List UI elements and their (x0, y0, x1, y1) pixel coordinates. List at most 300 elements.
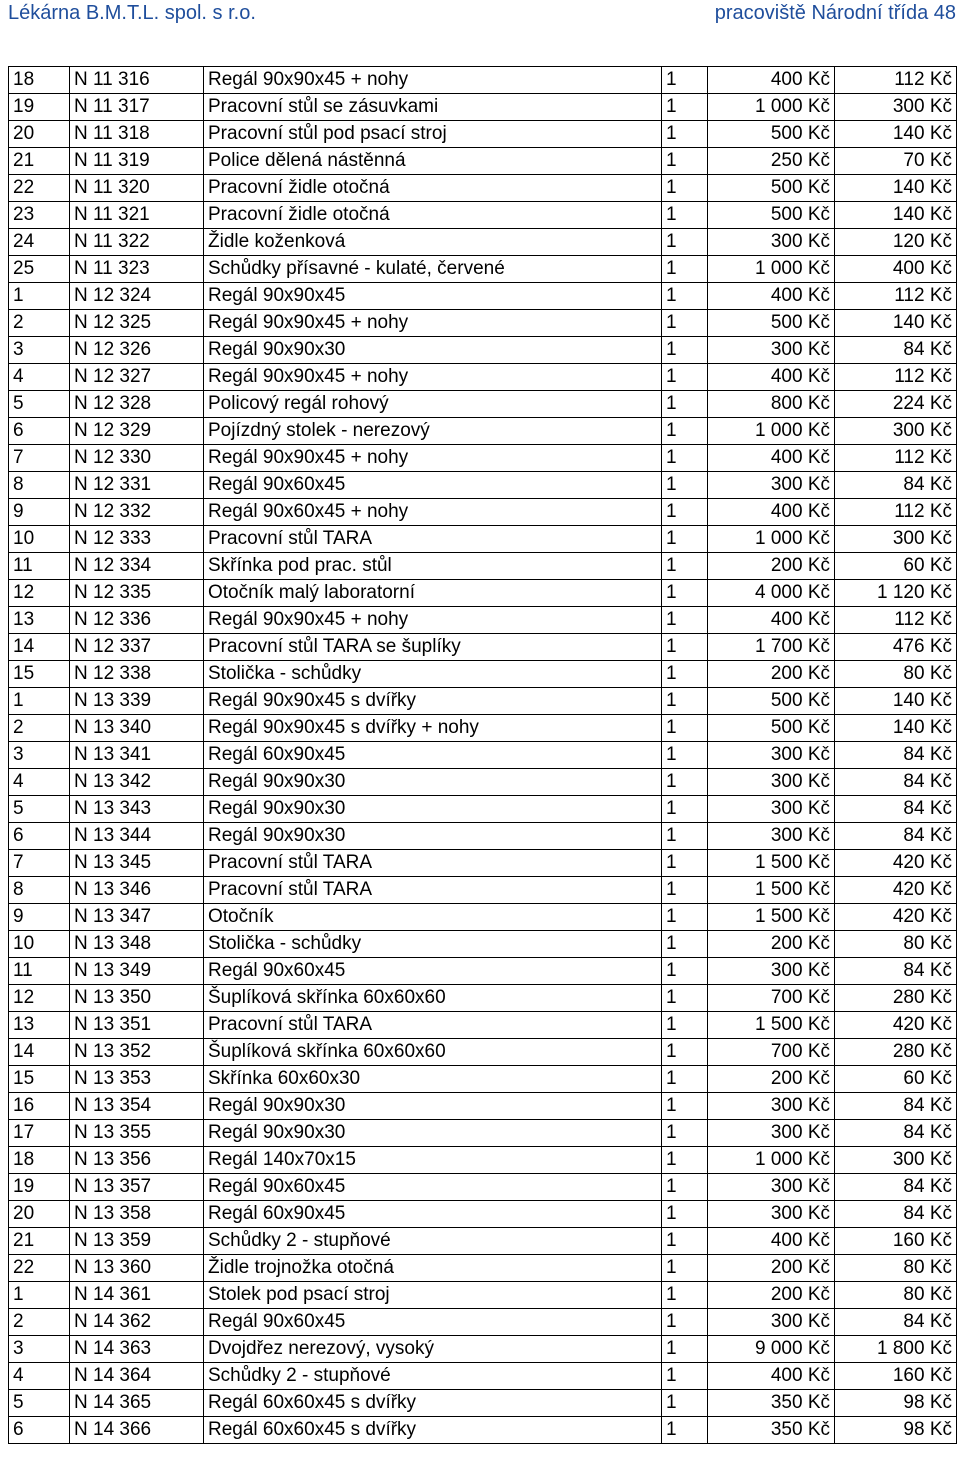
table-row (9, 526, 957, 553)
table-row (9, 202, 957, 229)
row-number: 13 (9, 607, 70, 634)
item-description: Otočník malý laboratorní (204, 580, 662, 607)
row-number: 24 (9, 229, 70, 256)
item-description: Regál 90x90x30 (204, 337, 662, 364)
unit-price: 300 Kč (708, 958, 835, 985)
inventory-code: N 13 346 (70, 877, 204, 904)
row-number: 3 (9, 742, 70, 769)
residual-value: 224 Kč (835, 391, 957, 418)
residual-value: 120 Kč (835, 229, 957, 256)
item-description: Regál 60x60x45 s dvířky (204, 1417, 662, 1444)
quantity: 1 (662, 364, 708, 391)
unit-price: 200 Kč (708, 1255, 835, 1282)
table-row (9, 310, 957, 337)
unit-price: 400 Kč (708, 499, 835, 526)
residual-value: 280 Kč (835, 985, 957, 1012)
quantity: 1 (662, 580, 708, 607)
item-description: Regál 90x90x30 (204, 796, 662, 823)
residual-value: 420 Kč (835, 877, 957, 904)
inventory-code: N 14 364 (70, 1363, 204, 1390)
item-description: Regál 90x60x45 (204, 1309, 662, 1336)
row-number: 23 (9, 202, 70, 229)
inventory-code: N 14 362 (70, 1309, 204, 1336)
residual-value: 160 Kč (835, 1228, 957, 1255)
company-name: Lékárna B.M.T.L. spol. s r.o. (8, 2, 256, 24)
unit-price: 300 Kč (708, 1309, 835, 1336)
row-number: 9 (9, 499, 70, 526)
item-description: Stolek pod psací stroj (204, 1282, 662, 1309)
row-number: 19 (9, 1174, 70, 1201)
residual-value: 300 Kč (835, 418, 957, 445)
unit-price: 300 Kč (708, 742, 835, 769)
quantity: 1 (662, 148, 708, 175)
residual-value: 112 Kč (835, 283, 957, 310)
unit-price: 400 Kč (708, 283, 835, 310)
quantity: 1 (662, 985, 708, 1012)
item-description: Regál 60x90x45 (204, 742, 662, 769)
inventory-code: N 13 347 (70, 904, 204, 931)
unit-price: 300 Kč (708, 769, 835, 796)
residual-value: 140 Kč (835, 202, 957, 229)
inventory-table (8, 66, 957, 1444)
item-description: Regál 90x90x45 + nohy (204, 364, 662, 391)
row-number: 1 (9, 688, 70, 715)
row-number: 8 (9, 877, 70, 904)
row-number: 2 (9, 1309, 70, 1336)
residual-value: 80 Kč (835, 661, 957, 688)
table-row (9, 1417, 957, 1444)
row-number: 8 (9, 472, 70, 499)
item-description: Regál 140x70x15 (204, 1147, 662, 1174)
residual-value: 400 Kč (835, 256, 957, 283)
inventory-code: N 13 353 (70, 1066, 204, 1093)
table-row (9, 445, 957, 472)
table-row (9, 175, 957, 202)
unit-price: 1 000 Kč (708, 94, 835, 121)
inventory-code: N 13 359 (70, 1228, 204, 1255)
row-number: 3 (9, 337, 70, 364)
item-description: Regál 90x90x30 (204, 769, 662, 796)
item-description: Pracovní stůl TARA (204, 877, 662, 904)
residual-value: 300 Kč (835, 94, 957, 121)
inventory-code: N 13 357 (70, 1174, 204, 1201)
inventory-code: N 14 366 (70, 1417, 204, 1444)
row-number: 10 (9, 931, 70, 958)
unit-price: 1 500 Kč (708, 877, 835, 904)
inventory-code: N 13 343 (70, 796, 204, 823)
quantity: 1 (662, 1309, 708, 1336)
unit-price: 400 Kč (708, 445, 835, 472)
row-number: 13 (9, 1012, 70, 1039)
table-row (9, 1174, 957, 1201)
item-description: Skřínka 60x60x30 (204, 1066, 662, 1093)
row-number: 9 (9, 904, 70, 931)
row-number: 15 (9, 1066, 70, 1093)
item-description: Regál 90x90x45 s dvířky + nohy (204, 715, 662, 742)
item-description: Pracovní stůl se zásuvkami (204, 94, 662, 121)
table-row (9, 1363, 957, 1390)
table-row (9, 1255, 957, 1282)
table-row (9, 1066, 957, 1093)
quantity: 1 (662, 634, 708, 661)
quantity: 1 (662, 1066, 708, 1093)
item-description: Regál 90x60x45 (204, 958, 662, 985)
quantity: 1 (662, 121, 708, 148)
inventory-code: N 12 334 (70, 553, 204, 580)
row-number: 6 (9, 1417, 70, 1444)
quantity: 1 (662, 1039, 708, 1066)
row-number: 11 (9, 553, 70, 580)
inventory-code: N 14 363 (70, 1336, 204, 1363)
quantity: 1 (662, 499, 708, 526)
table-row (9, 580, 957, 607)
table-row (9, 256, 957, 283)
item-description: Dvojdřez nerezový, vysoký (204, 1336, 662, 1363)
unit-price: 200 Kč (708, 1282, 835, 1309)
inventory-code: N 13 349 (70, 958, 204, 985)
residual-value: 420 Kč (835, 1012, 957, 1039)
item-description: Policový regál rohový (204, 391, 662, 418)
residual-value: 84 Kč (835, 958, 957, 985)
inventory-code: N 12 328 (70, 391, 204, 418)
unit-price: 500 Kč (708, 688, 835, 715)
residual-value: 280 Kč (835, 1039, 957, 1066)
row-number: 18 (9, 67, 70, 94)
unit-price: 400 Kč (708, 607, 835, 634)
inventory-code: N 13 350 (70, 985, 204, 1012)
row-number: 17 (9, 1120, 70, 1147)
residual-value: 112 Kč (835, 364, 957, 391)
quantity: 1 (662, 742, 708, 769)
residual-value: 60 Kč (835, 1066, 957, 1093)
unit-price: 300 Kč (708, 1174, 835, 1201)
row-number: 12 (9, 985, 70, 1012)
row-number: 11 (9, 958, 70, 985)
unit-price: 800 Kč (708, 391, 835, 418)
inventory-code: N 12 330 (70, 445, 204, 472)
residual-value: 140 Kč (835, 688, 957, 715)
table-row (9, 1147, 957, 1174)
row-number: 7 (9, 445, 70, 472)
inventory-code: N 11 321 (70, 202, 204, 229)
table-row (9, 1120, 957, 1147)
row-number: 6 (9, 823, 70, 850)
residual-value: 112 Kč (835, 67, 957, 94)
row-number: 22 (9, 1255, 70, 1282)
item-description: Židle trojnožka otočná (204, 1255, 662, 1282)
unit-price: 400 Kč (708, 1363, 835, 1390)
row-number: 6 (9, 418, 70, 445)
residual-value: 70 Kč (835, 148, 957, 175)
residual-value: 80 Kč (835, 1282, 957, 1309)
inventory-code: N 11 317 (70, 94, 204, 121)
inventory-code: N 13 356 (70, 1147, 204, 1174)
quantity: 1 (662, 256, 708, 283)
table-row (9, 1228, 957, 1255)
page-header (0, 0, 960, 32)
quantity: 1 (662, 661, 708, 688)
unit-price: 350 Kč (708, 1417, 835, 1444)
inventory-code: N 12 337 (70, 634, 204, 661)
item-description: Otočník (204, 904, 662, 931)
unit-price: 300 Kč (708, 823, 835, 850)
item-description: Regál 90x90x30 (204, 1093, 662, 1120)
item-description: Pracovní stůl pod psací stroj (204, 121, 662, 148)
unit-price: 300 Kč (708, 796, 835, 823)
residual-value: 84 Kč (835, 1120, 957, 1147)
table-row (9, 283, 957, 310)
item-description: Schůdky 2 - stupňové (204, 1228, 662, 1255)
unit-price: 500 Kč (708, 715, 835, 742)
residual-value: 84 Kč (835, 472, 957, 499)
table-row (9, 148, 957, 175)
residual-value: 112 Kč (835, 607, 957, 634)
residual-value: 84 Kč (835, 1174, 957, 1201)
inventory-code: N 13 358 (70, 1201, 204, 1228)
row-number: 4 (9, 1363, 70, 1390)
residual-value: 1 120 Kč (835, 580, 957, 607)
table-row (9, 796, 957, 823)
unit-price: 300 Kč (708, 472, 835, 499)
quantity: 1 (662, 1282, 708, 1309)
residual-value: 98 Kč (835, 1417, 957, 1444)
quantity: 1 (662, 1417, 708, 1444)
table-row (9, 1309, 957, 1336)
residual-value: 84 Kč (835, 769, 957, 796)
residual-value: 80 Kč (835, 1255, 957, 1282)
item-description: Regál 90x60x45 (204, 472, 662, 499)
quantity: 1 (662, 553, 708, 580)
item-description: Regál 90x90x45 + nohy (204, 310, 662, 337)
quantity: 1 (662, 796, 708, 823)
unit-price: 1 500 Kč (708, 1012, 835, 1039)
inventory-code: N 12 326 (70, 337, 204, 364)
unit-price: 300 Kč (708, 1201, 835, 1228)
unit-price: 700 Kč (708, 985, 835, 1012)
item-description: Regál 90x90x45 + nohy (204, 67, 662, 94)
table-row (9, 337, 957, 364)
unit-price: 400 Kč (708, 67, 835, 94)
row-number: 20 (9, 1201, 70, 1228)
quantity: 1 (662, 1120, 708, 1147)
inventory-code: N 13 341 (70, 742, 204, 769)
unit-price: 1 000 Kč (708, 418, 835, 445)
quantity: 1 (662, 337, 708, 364)
row-number: 22 (9, 175, 70, 202)
item-description: Pracovní židle otočná (204, 202, 662, 229)
row-number: 2 (9, 310, 70, 337)
table-row (9, 850, 957, 877)
item-description: Pracovní stůl TARA (204, 850, 662, 877)
table-row (9, 94, 957, 121)
item-description: Regál 60x60x45 s dvířky (204, 1390, 662, 1417)
table-row (9, 1390, 957, 1417)
inventory-code: N 12 329 (70, 418, 204, 445)
item-description: Židle koženková (204, 229, 662, 256)
unit-price: 500 Kč (708, 202, 835, 229)
table-row (9, 364, 957, 391)
table-row (9, 715, 957, 742)
inventory-code: N 12 336 (70, 607, 204, 634)
inventory-code: N 13 354 (70, 1093, 204, 1120)
row-number: 7 (9, 850, 70, 877)
quantity: 1 (662, 877, 708, 904)
residual-value: 476 Kč (835, 634, 957, 661)
inventory-code: N 12 325 (70, 310, 204, 337)
row-number: 12 (9, 580, 70, 607)
inventory-code: N 13 344 (70, 823, 204, 850)
unit-price: 300 Kč (708, 1093, 835, 1120)
item-description: Police dělená nástěnná (204, 148, 662, 175)
quantity: 1 (662, 175, 708, 202)
table-row (9, 1201, 957, 1228)
quantity: 1 (662, 1147, 708, 1174)
residual-value: 84 Kč (835, 1309, 957, 1336)
residual-value: 1 800 Kč (835, 1336, 957, 1363)
row-number: 4 (9, 769, 70, 796)
item-description: Regál 90x60x45 + nohy (204, 499, 662, 526)
item-description: Regál 90x90x45 + nohy (204, 607, 662, 634)
inventory-code: N 13 348 (70, 931, 204, 958)
quantity: 1 (662, 1255, 708, 1282)
inventory-code: N 13 360 (70, 1255, 204, 1282)
inventory-code: N 12 327 (70, 364, 204, 391)
inventory-code: N 13 339 (70, 688, 204, 715)
item-description: Pojízdný stolek - nerezový (204, 418, 662, 445)
table-row (9, 688, 957, 715)
residual-value: 84 Kč (835, 796, 957, 823)
inventory-code: N 11 322 (70, 229, 204, 256)
inventory-code: N 12 335 (70, 580, 204, 607)
row-number: 25 (9, 256, 70, 283)
unit-price: 1 700 Kč (708, 634, 835, 661)
inventory-code: N 14 365 (70, 1390, 204, 1417)
residual-value: 84 Kč (835, 742, 957, 769)
unit-price: 350 Kč (708, 1390, 835, 1417)
inventory-code: N 11 323 (70, 256, 204, 283)
quantity: 1 (662, 283, 708, 310)
table-row (9, 418, 957, 445)
table-row (9, 229, 957, 256)
unit-price: 700 Kč (708, 1039, 835, 1066)
row-number: 16 (9, 1093, 70, 1120)
quantity: 1 (662, 391, 708, 418)
table-row (9, 553, 957, 580)
quantity: 1 (662, 769, 708, 796)
row-number: 21 (9, 148, 70, 175)
table-row (9, 607, 957, 634)
residual-value: 84 Kč (835, 1093, 957, 1120)
item-description: Regál 90x90x45 (204, 283, 662, 310)
item-description: Regál 90x60x45 (204, 1174, 662, 1201)
table-row (9, 67, 957, 94)
table-row (9, 904, 957, 931)
table-row (9, 742, 957, 769)
unit-price: 500 Kč (708, 175, 835, 202)
table-row (9, 823, 957, 850)
unit-price: 200 Kč (708, 931, 835, 958)
unit-price: 9 000 Kč (708, 1336, 835, 1363)
residual-value: 420 Kč (835, 850, 957, 877)
row-number: 14 (9, 634, 70, 661)
table-row (9, 634, 957, 661)
residual-value: 84 Kč (835, 337, 957, 364)
item-description: Pracovní židle otočná (204, 175, 662, 202)
inventory-code: N 11 319 (70, 148, 204, 175)
unit-price: 300 Kč (708, 1120, 835, 1147)
unit-price: 500 Kč (708, 121, 835, 148)
residual-value: 140 Kč (835, 121, 957, 148)
item-description: Regál 90x90x45 + nohy (204, 445, 662, 472)
inventory-code: N 13 355 (70, 1120, 204, 1147)
unit-price: 4 000 Kč (708, 580, 835, 607)
table-row (9, 877, 957, 904)
unit-price: 250 Kč (708, 148, 835, 175)
row-number: 18 (9, 1147, 70, 1174)
quantity: 1 (662, 310, 708, 337)
quantity: 1 (662, 958, 708, 985)
inventory-code: N 13 340 (70, 715, 204, 742)
table-row (9, 1012, 957, 1039)
quantity: 1 (662, 526, 708, 553)
item-description: Šuplíková skřínka 60x60x60 (204, 1039, 662, 1066)
unit-price: 200 Kč (708, 553, 835, 580)
quantity: 1 (662, 931, 708, 958)
quantity: 1 (662, 229, 708, 256)
unit-price: 1 000 Kč (708, 1147, 835, 1174)
quantity: 1 (662, 202, 708, 229)
unit-price: 300 Kč (708, 229, 835, 256)
table-row (9, 931, 957, 958)
row-number: 5 (9, 796, 70, 823)
item-description: Regál 90x90x45 s dvířky (204, 688, 662, 715)
row-number: 21 (9, 1228, 70, 1255)
table-row (9, 121, 957, 148)
quantity: 1 (662, 1174, 708, 1201)
residual-value: 140 Kč (835, 715, 957, 742)
inventory-code: N 13 342 (70, 769, 204, 796)
residual-value: 84 Kč (835, 1201, 957, 1228)
residual-value: 300 Kč (835, 1147, 957, 1174)
row-number: 2 (9, 715, 70, 742)
inventory-code: N 11 318 (70, 121, 204, 148)
residual-value: 84 Kč (835, 823, 957, 850)
residual-value: 160 Kč (835, 1363, 957, 1390)
quantity: 1 (662, 472, 708, 499)
residual-value: 60 Kč (835, 553, 957, 580)
row-number: 1 (9, 283, 70, 310)
inventory-code: N 11 316 (70, 67, 204, 94)
residual-value: 112 Kč (835, 445, 957, 472)
inventory-code: N 13 352 (70, 1039, 204, 1066)
row-number: 3 (9, 1336, 70, 1363)
inventory-code: N 12 331 (70, 472, 204, 499)
item-description: Stolička - schůdky (204, 661, 662, 688)
quantity: 1 (662, 823, 708, 850)
inventory-table-body (9, 67, 957, 1444)
row-number: 20 (9, 121, 70, 148)
residual-value: 140 Kč (835, 175, 957, 202)
table-row (9, 1039, 957, 1066)
unit-price: 500 Kč (708, 310, 835, 337)
residual-value: 112 Kč (835, 499, 957, 526)
quantity: 1 (662, 850, 708, 877)
item-description: Pracovní stůl TARA (204, 1012, 662, 1039)
item-description: Schůdky přísavné - kulaté, červené (204, 256, 662, 283)
item-description: Regál 90x90x30 (204, 1120, 662, 1147)
quantity: 1 (662, 688, 708, 715)
residual-value: 98 Kč (835, 1390, 957, 1417)
